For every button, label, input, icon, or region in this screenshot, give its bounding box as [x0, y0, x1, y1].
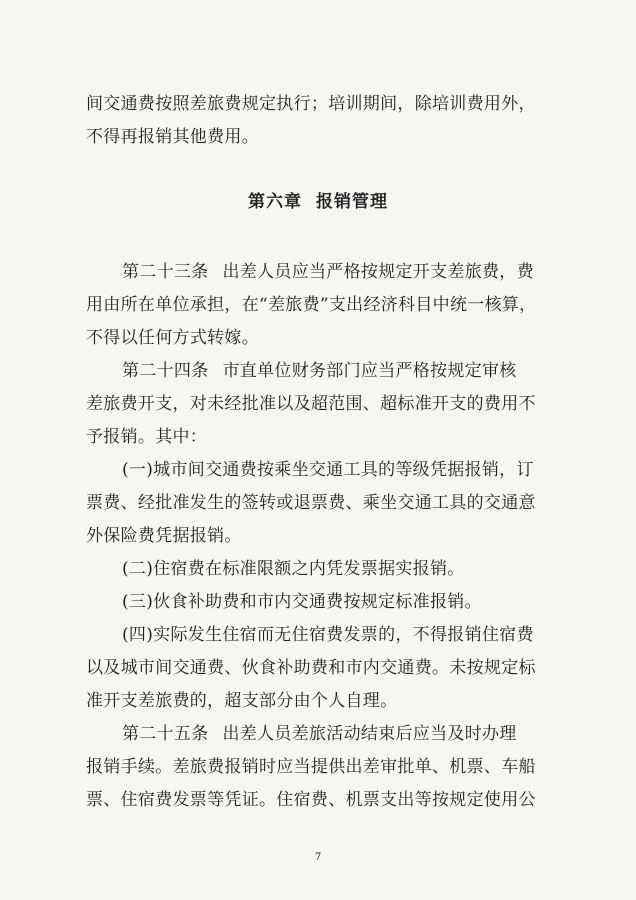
text-line: 报销手续。差旅费报销时应当提供出差审批单、机票、车船: [86, 757, 536, 777]
text-line: 不得以任何方式转嫁。: [86, 328, 259, 348]
chapter-heading: [0, 189, 636, 215]
text-line: 间交通费按照差旅费规定执行；培训期间，除培训费用外，: [86, 94, 536, 114]
article-label: 第二十三条: [122, 262, 209, 282]
article-text: 市直单位财务部门应当严格按规定审核: [222, 361, 517, 381]
text-line: [86, 355, 556, 388]
text-line: [86, 718, 556, 751]
article-text: 出差人员应当严格按规定开支差旅费，费: [222, 262, 534, 282]
article-label: 第二十四条: [122, 361, 209, 381]
text-line: 外保险费凭据报销。: [86, 526, 242, 546]
text-line: 票费、经批准发生的签转或退票费、乘坐交通工具的交通意: [86, 493, 536, 513]
item-1: [86, 454, 556, 553]
text-line: (一)城市间交通费按乘坐交通工具的等级凭据报销，订: [122, 460, 534, 480]
article-24: [86, 355, 556, 454]
text-line: 用由所在单位承担，在“差旅费”支出经济科目中统一核算，: [86, 295, 537, 315]
text-line: 不得再报销其他费用。: [86, 127, 259, 147]
item-2: (二)住宿费在标准限额之内凭发票据实报销。: [122, 559, 465, 579]
continued-paragraph: [86, 88, 556, 154]
page-number: 7: [314, 852, 322, 863]
article-label: 第二十五条: [122, 724, 209, 744]
item-3: (三)伙食补助费和市内交通费按规定标准报销。: [122, 592, 482, 612]
chapter-number: 第六章: [248, 192, 302, 212]
article-text: 出差人员差旅活动结束后应当及时办理: [222, 724, 517, 744]
articles-body: [86, 256, 556, 817]
chapter-title: 报销管理: [316, 192, 388, 212]
text-line: 以及城市间交通费、伙食补助费和市内交通费。未按规定标: [86, 658, 536, 678]
text-line: [86, 256, 556, 289]
article-25: [86, 718, 556, 817]
text-line: 准开支差旅费的，超支部分由个人自理。: [86, 691, 398, 711]
text-line: 票、住宿费发票等凭证。住宿费、机票支出等按规定使用公: [86, 790, 536, 810]
text-line: 差旅费开支，对未经批准以及超范围、超标准开支的费用不: [86, 394, 536, 414]
text-line: 予报销。其中：: [86, 427, 208, 447]
text-line: (四)实际发生住宿而无住宿费发票的，不得报销住宿费: [122, 625, 534, 645]
item-4: [86, 619, 556, 718]
article-23: [86, 256, 556, 355]
